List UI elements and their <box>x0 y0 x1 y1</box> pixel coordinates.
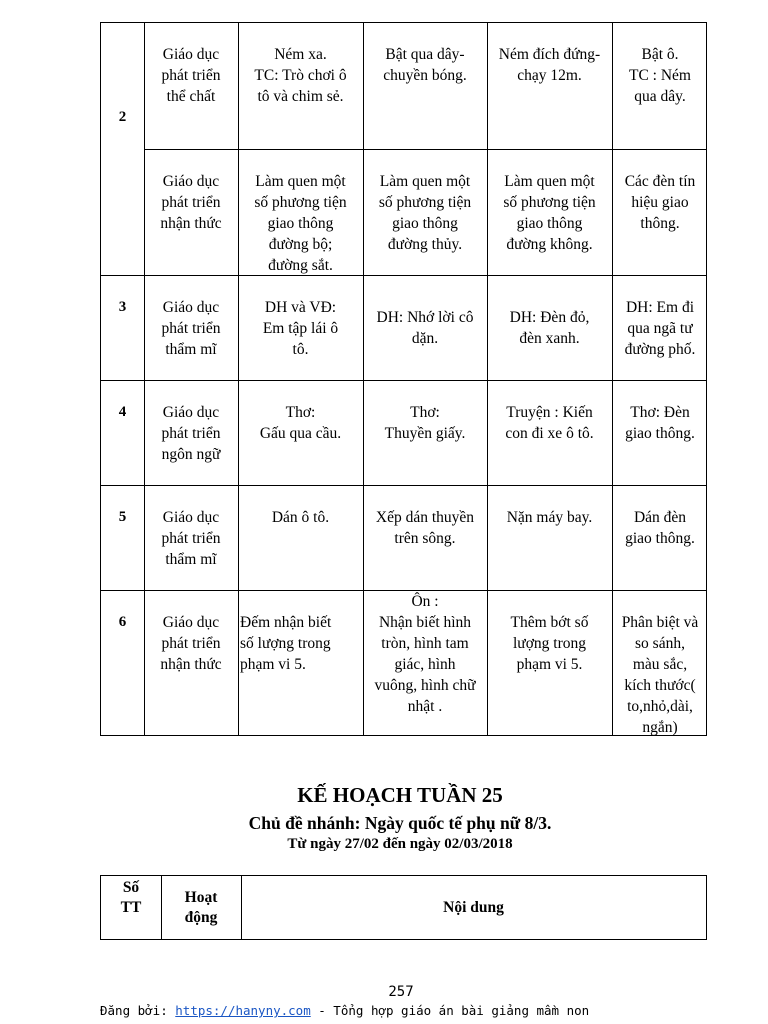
plan-table <box>100 875 707 940</box>
activity-field: Giáo dục phát triển thẩm mĩ <box>161 509 221 568</box>
table-cell: DH và VĐ: Em tập lái ô tô. <box>262 299 339 358</box>
table-cell: Làm quen một số phương tiện giao thông đường thủy. <box>378 173 472 253</box>
plan-subtitle: Chủ đề nhánh: Ngày quốc tế phụ nữ 8/3. <box>248 813 552 833</box>
table-cell: DH: Nhớ lời cô dặn. <box>376 309 474 347</box>
table-cell: DH: Đèn đỏ, đèn xanh. <box>509 309 590 347</box>
plan-dates: Từ ngày 27/02 đến ngày 02/03/2018 <box>287 836 513 852</box>
row-number: 3 <box>118 299 127 315</box>
table-cell: Làm quen một số phương tiện giao thông đường không. <box>503 173 596 253</box>
table-cell: Nặn máy bay. <box>506 509 593 526</box>
table-cell: Làm quen một số phương tiện giao thông đường bộ; đường sắt. <box>254 173 347 274</box>
table-cell: Thơ: Thuyền giấy. <box>384 404 466 442</box>
activity-field: Giáo dục phát triển nhận thức <box>160 173 222 232</box>
table-cell: Dán ô tô. <box>271 509 330 526</box>
table-cell: Ném xa. TC: Trò chơi ô tô và chim sẻ. <box>254 46 347 105</box>
table-cell: Thơ: Gấu qua cầu. <box>259 404 342 442</box>
schedule-table <box>100 22 707 736</box>
table-cell: Các đèn tín hiệu giao thông. <box>624 173 696 232</box>
activity-field: Giáo dục phát triển thẩm mĩ <box>161 299 221 358</box>
table-divider <box>101 275 706 276</box>
table-cell: Phân biệt và so sánh, màu sắc, kích thước( to,nhỏ,dài, ngắn) <box>621 614 699 736</box>
footer-tagline: - Tổng hợp giáo án bài giảng mầm non <box>310 1003 590 1018</box>
header-activity: Hoạt động <box>184 889 218 926</box>
table-cell: Ném đích đứng- chạy 12m. <box>498 46 601 84</box>
row-number: 4 <box>118 404 127 420</box>
activity-field: Giáo dục phát triển ngôn ngữ <box>161 404 221 463</box>
footer-posted-by: Đăng bởi: <box>100 1003 176 1018</box>
activity-field: Giáo dục phát triển nhận thức <box>160 614 222 673</box>
table-divider <box>144 149 706 150</box>
table-cell: Xếp dán thuyền trên sông. <box>375 509 475 547</box>
table-cell: Dán đèn giao thông. <box>625 509 695 547</box>
footer <box>100 1003 589 1018</box>
row-number: 5 <box>118 509 127 525</box>
table-cell: Bật ô. TC : Ném qua dây. <box>629 46 691 105</box>
page-number: 257 <box>388 984 414 1000</box>
row-number: 6 <box>118 614 127 630</box>
header-number: Số TT <box>120 879 142 916</box>
table-cell: Đếm nhận biết số lượng trong phạm vi 5. <box>240 614 332 673</box>
table-cell: Bật qua dây- chuyền bóng. <box>383 46 467 84</box>
table-cell: Truyện : Kiến con đi xe ô tô. <box>505 404 594 442</box>
table-divider <box>101 380 706 381</box>
row-number: 2 <box>118 109 127 125</box>
footer-link[interactable]: https://hanyny.com <box>175 1003 311 1018</box>
activity-field: Giáo dục phát triển thể chất <box>161 46 221 105</box>
table-divider <box>101 485 706 486</box>
table-cell: Thơ: Đèn giao thông. <box>625 404 695 442</box>
header-content: Nội dung <box>443 899 504 916</box>
table-cell: Thêm bớt số lượng trong phạm vi 5. <box>510 614 589 673</box>
table-cell: Ôn : Nhận biết hình tròn, hình tam giác, hình vuông, hình chữ nhật . <box>374 593 476 715</box>
plan-title: KẾ HOẠCH TUẦN 25 <box>297 783 503 807</box>
table-cell: DH: Em đi qua ngã tư đường phố. <box>624 299 696 358</box>
